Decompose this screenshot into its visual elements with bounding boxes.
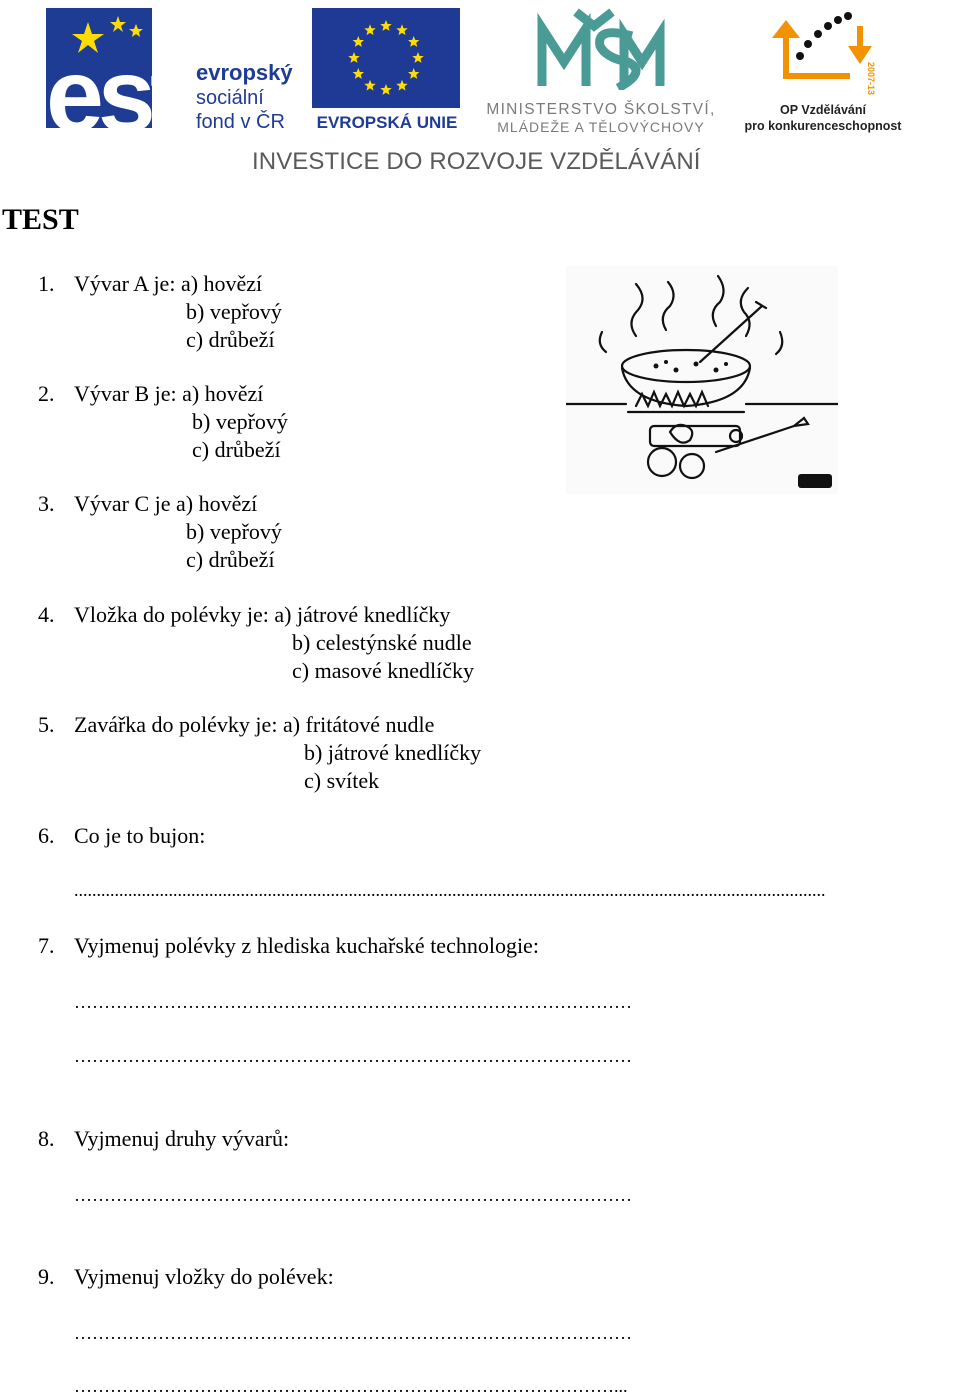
option-a: a) fritátové nudle [282, 712, 435, 737]
question-4-option-c: c) masové knedlíčky [292, 658, 475, 683]
esf-logo [46, 8, 298, 154]
question-number: 5. [38, 712, 55, 737]
question-number: 3. [38, 491, 55, 516]
esf-letters: esf [46, 38, 179, 154]
opvk-line-1: OP Vzdělávání [780, 103, 866, 117]
eu-star [408, 36, 419, 47]
eu-star [364, 80, 375, 91]
question-4-stem: Vložka do polévky je: a) játrové knedlíčky [74, 602, 451, 627]
answer-line[interactable]: ………………………………………………………………………………… [74, 1185, 632, 1205]
eu-star [353, 36, 364, 47]
question-number: 6. [38, 823, 55, 848]
question-1-stem: Vývar A je: a) hovězí [74, 271, 263, 296]
opvk-mark-icon [768, 6, 878, 96]
esf-line-1: evropský [196, 60, 293, 85]
eu-stars-icon [312, 8, 460, 108]
question-4-option-b: b) celestýnské nudle [292, 630, 472, 655]
question-6-stem: Co je to bujon: [74, 823, 206, 848]
question-8-stem: Vyjmenuj druhy vývarů: [74, 1126, 290, 1151]
msmt-line-1: MINISTERSTVO ŠKOLSTVÍ, [486, 101, 716, 118]
msmt-line-2: MLÁDEŽE A TĚLOVÝCHOVY [497, 119, 705, 135]
question-3-option-b: b) vepřový [186, 519, 282, 544]
eu-caption: EVROPSKÁ UNIE [316, 113, 458, 132]
eu-star [396, 24, 407, 35]
eu-logo [312, 8, 462, 133]
question-number: 8. [38, 1126, 55, 1151]
answer-line[interactable]: ………………………………………………………………………………… [74, 1046, 632, 1066]
msmt-logo [472, 6, 730, 134]
opvk-line-2: pro konkurenceschopnost [744, 119, 902, 133]
eu-star [353, 68, 364, 79]
answer-line[interactable]: ………………………………………………………………………………... [74, 1376, 628, 1396]
question-1-option-b: b) vepřový [186, 299, 282, 324]
question-2-stem: Vývar B je: a) hovězí [74, 381, 264, 406]
eu-star [364, 24, 375, 35]
question-2-option-b: b) vepřový [192, 409, 288, 434]
eu-star [380, 20, 391, 31]
test-title: TEST [2, 203, 79, 236]
option-a: a) hovězí [176, 491, 258, 516]
esf-line-3: fond v ČR [196, 111, 285, 133]
answer-line[interactable]: ....................................................................................................................................................................... [74, 880, 826, 900]
question-5-stem: Zavářka do polévky je: a) fritátové nudle [74, 712, 435, 737]
eu-star [412, 52, 423, 63]
option-a: a) hovězí [182, 381, 264, 406]
msmt-mark-icon [536, 6, 666, 90]
esf-line-2: sociální [196, 87, 264, 109]
question-3-stem: Vývar C je a) hovězí [74, 491, 258, 516]
question-1-option-c: c) drůbeží [186, 327, 275, 352]
investice-banner: INVESTICE DO ROZVOJE VZDĚLÁVÁNÍ [252, 148, 701, 175]
question-5-option-c: c) svítek [304, 768, 380, 793]
question-number: 4. [38, 602, 55, 627]
option-a: a) játrové knedlíčky [274, 602, 451, 627]
answer-line[interactable]: ………………………………………………………………………………… [74, 1323, 632, 1343]
answer-line[interactable]: ………………………………………………………………………………… [74, 992, 632, 1012]
eu-star [408, 68, 419, 79]
question-2-option-c: c) drůbeží [192, 437, 281, 462]
soup-pot-illustration [566, 266, 838, 494]
question-7-stem: Vyjmenuj polévky z hlediska kuchařské technologie: [74, 933, 539, 958]
opvk-logo [738, 6, 908, 134]
question-number: 1. [38, 271, 55, 296]
eu-flag [312, 8, 460, 108]
eu-star [396, 80, 407, 91]
question-5-option-b: b) játrové knedlíčky [304, 740, 482, 765]
eu-star [348, 52, 359, 63]
question-number: 2. [38, 381, 55, 406]
question-9-stem: Vyjmenuj vložky do polévek: [74, 1264, 334, 1289]
opvk-year: 2007-13 [866, 62, 876, 96]
question-number: 7. [38, 933, 55, 958]
question-number: 9. [38, 1264, 55, 1289]
question-3-option-c: c) drůbeží [186, 547, 275, 572]
eu-star [380, 84, 391, 95]
option-a: a) hovězí [180, 271, 263, 296]
